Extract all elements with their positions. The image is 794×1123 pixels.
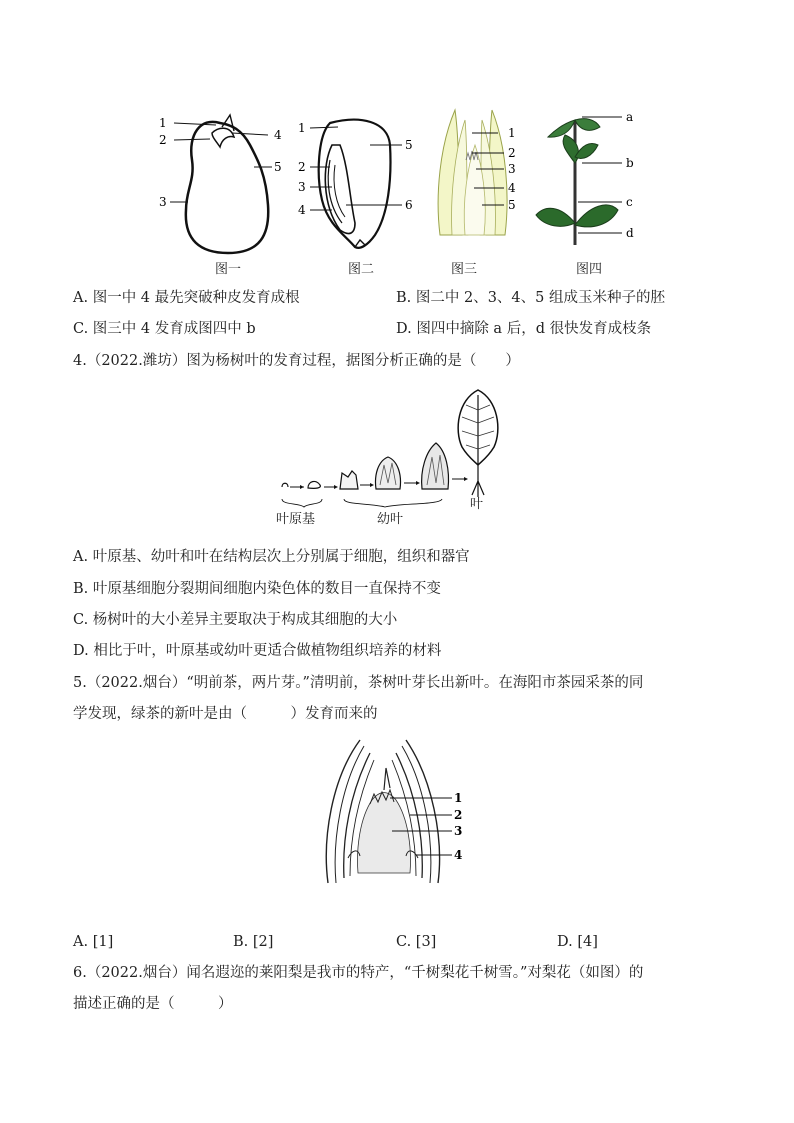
q5-fig-label-2: 2 — [454, 808, 463, 822]
fig2-label-6: 6 — [405, 198, 413, 212]
q5-fig-label-1: 1 — [454, 791, 463, 805]
fig4-label-d: d — [626, 226, 634, 240]
q4-label-leaf: 叶 — [470, 497, 484, 512]
fig1-bean-seed — [170, 115, 272, 253]
q3-option-d[interactable]: D. 图四中摘除 a 后，d 很快发育成枝条 — [396, 321, 652, 337]
fig2-label-4: 4 — [298, 203, 306, 217]
q4-stem: 4.（2022.潍坊）图为杨树叶的发育过程，据图分析正确的是（ ） — [73, 353, 520, 369]
q3-figure-row — [150, 105, 650, 280]
q3-option-b[interactable]: B. 图二中 2、3、4、5 组成玉米种子的胚 — [396, 290, 665, 306]
fig1-caption: 图一 — [215, 262, 242, 277]
q5-option-b[interactable]: B. [2] — [233, 934, 274, 950]
q6-stem-line1: 6.（2022.烟台）闻名遐迩的莱阳梨是我市的特产，“千树梨花千树雪。”对梨花（如图）的 — [73, 965, 644, 981]
q4-option-d[interactable]: D. 相比于叶，叶原基或幼叶更适合做植物组织培养的材料 — [73, 643, 442, 659]
fig4-label-b: b — [626, 156, 634, 170]
q3-option-c[interactable]: C. 图三中 4 发育成图四中 b — [73, 321, 256, 337]
fig3-label-2: 2 — [508, 146, 516, 160]
fig4-caption: 图四 — [576, 262, 603, 277]
q4-label-primordium: 叶原基 — [276, 512, 316, 527]
q4-option-b[interactable]: B. 叶原基细胞分裂期间细胞内染色体的数目一直保持不变 — [73, 581, 441, 597]
fig2-label-1: 1 — [298, 121, 306, 135]
q5-option-a[interactable]: A. [1] — [73, 934, 114, 950]
q3-option-a[interactable]: A. 图一中 4 最先突破种皮发育成根 — [73, 290, 300, 306]
fig4-label-c: c — [626, 195, 633, 209]
q5-option-d[interactable]: D. [4] — [557, 934, 598, 950]
q6-stem-line2: 描述正确的是（ ） — [73, 996, 233, 1012]
q5-option-c[interactable]: C. [3] — [396, 934, 437, 950]
fig3-label-1: 1 — [508, 126, 516, 140]
q4-option-c[interactable]: C. 杨树叶的大小差异主要取决于构成其细胞的大小 — [73, 612, 398, 628]
q5-fig-label-4: 4 — [454, 848, 463, 862]
q5-leaf-bud-figure — [320, 738, 480, 888]
q5-stem-line2: 学发现，绿茶的新叶是由（ ）发育而来的 — [73, 706, 378, 722]
q5-fig-label-3: 3 — [454, 824, 463, 838]
fig3-label-4: 4 — [508, 181, 516, 195]
fig3-label-5: 5 — [508, 198, 516, 212]
fig1-label-1: 1 — [159, 116, 167, 130]
fig3-caption: 图三 — [451, 262, 478, 277]
fig2-label-5: 5 — [405, 138, 413, 152]
fig4-label-a: a — [626, 110, 634, 124]
fig4-branch — [536, 117, 622, 245]
fig2-corn-seed — [310, 120, 402, 248]
fig2-label-3: 3 — [298, 180, 306, 194]
q4-label-young-leaf: 幼叶 — [377, 512, 404, 527]
q4-option-a[interactable]: A. 叶原基、幼叶和叶在结构层次上分别属于细胞，组织和器官 — [73, 549, 470, 565]
fig3-leaf-bud — [438, 110, 507, 235]
fig1-label-3: 3 — [159, 195, 167, 209]
fig3-label-3: 3 — [508, 162, 516, 176]
fig1-label-4: 4 — [274, 128, 282, 142]
q5-stem-line1: 5.（2022.烟台）“明前茶，两片芽。”清明前，茶树叶芽长出新叶。在海阳市茶园采茶的同 — [73, 675, 644, 691]
fig2-label-2: 2 — [298, 160, 306, 174]
fig2-caption: 图二 — [348, 262, 375, 277]
fig1-label-5: 5 — [274, 160, 282, 174]
fig1-label-2: 2 — [159, 133, 167, 147]
